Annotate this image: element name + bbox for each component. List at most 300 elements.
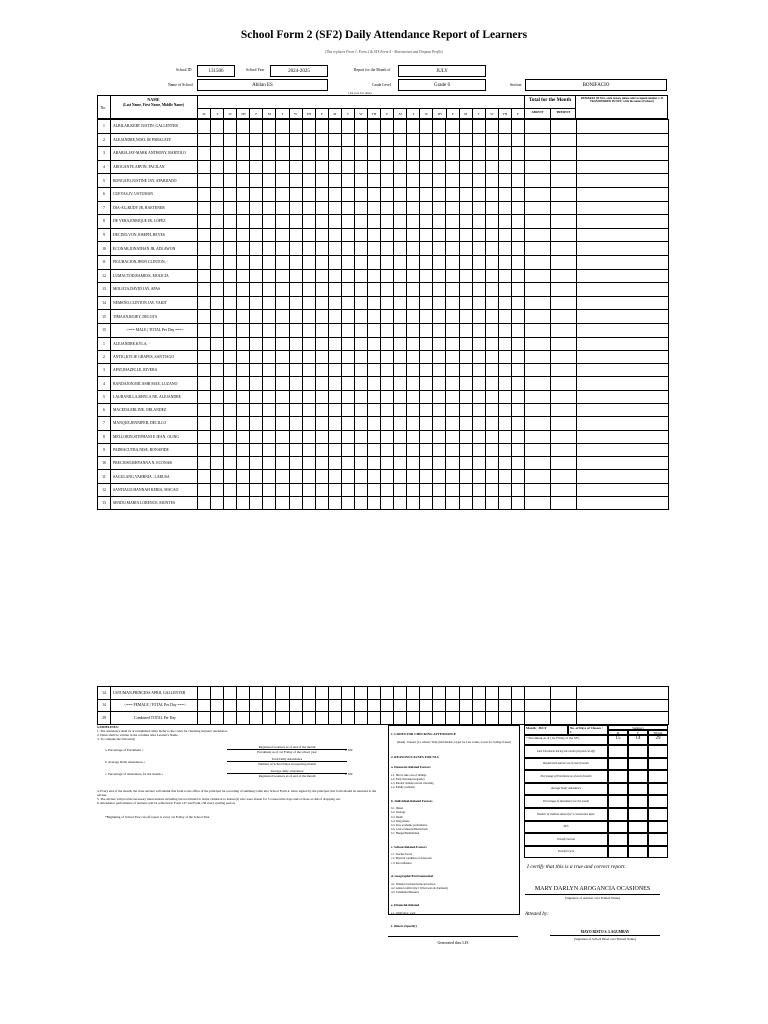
attendance-cell[interactable] <box>315 483 328 496</box>
attendance-cell[interactable] <box>433 377 446 390</box>
attendance-cell[interactable] <box>433 147 446 161</box>
present-cell[interactable] <box>550 364 576 377</box>
attendance-cell[interactable] <box>315 174 328 188</box>
attendance-cell[interactable] <box>263 403 276 416</box>
attendance-cell[interactable] <box>420 497 433 510</box>
absent-cell[interactable] <box>524 283 550 297</box>
attendance-cell[interactable] <box>263 364 276 377</box>
attendance-cell[interactable] <box>420 417 433 430</box>
present-cell[interactable] <box>550 443 576 456</box>
attendance-cell[interactable] <box>302 403 315 416</box>
attendance-cell[interactable] <box>394 255 407 269</box>
attendance-cell[interactable] <box>420 283 433 297</box>
attendance-cell[interactable] <box>315 457 328 470</box>
attendance-cell[interactable] <box>211 457 224 470</box>
attendance-cell[interactable] <box>368 133 381 147</box>
attendance-cell[interactable] <box>420 120 433 134</box>
attendance-cell[interactable] <box>407 457 420 470</box>
attendance-cell[interactable] <box>511 417 524 430</box>
attendance-cell[interactable] <box>381 147 394 161</box>
attendance-cell[interactable] <box>394 457 407 470</box>
remarks-cell[interactable] <box>576 377 668 390</box>
attendance-cell[interactable] <box>381 699 394 712</box>
attendance-cell[interactable] <box>341 283 354 297</box>
attendance-cell[interactable] <box>328 228 341 242</box>
attendance-cell[interactable] <box>459 712 472 725</box>
attendance-cell[interactable] <box>446 483 459 496</box>
present-cell[interactable] <box>550 310 576 324</box>
absent-cell[interactable] <box>524 699 550 712</box>
attendance-cell[interactable] <box>354 457 367 470</box>
attendance-cell[interactable] <box>354 390 367 403</box>
attendance-cell[interactable] <box>224 310 237 324</box>
attendance-cell[interactable] <box>485 255 498 269</box>
remarks-cell[interactable] <box>576 283 668 297</box>
remarks-cell[interactable] <box>576 323 668 337</box>
attendance-cell[interactable] <box>459 120 472 134</box>
attendance-cell[interactable] <box>368 323 381 337</box>
attendance-cell[interactable] <box>224 712 237 725</box>
attendance-cell[interactable] <box>198 699 211 712</box>
attendance-cell[interactable] <box>511 483 524 496</box>
attendance-cell[interactable] <box>485 457 498 470</box>
absent-cell[interactable] <box>524 310 550 324</box>
attendance-cell[interactable] <box>433 470 446 483</box>
attendance-cell[interactable] <box>289 283 302 297</box>
attendance-cell[interactable] <box>485 364 498 377</box>
attendance-cell[interactable] <box>224 699 237 712</box>
attendance-cell[interactable] <box>276 255 289 269</box>
attendance-cell[interactable] <box>472 323 485 337</box>
attendance-cell[interactable] <box>237 147 250 161</box>
attendance-cell[interactable] <box>224 147 237 161</box>
present-cell[interactable] <box>550 242 576 256</box>
absent-cell[interactable] <box>524 364 550 377</box>
attendance-cell[interactable] <box>302 417 315 430</box>
attendance-cell[interactable] <box>315 147 328 161</box>
attendance-cell[interactable] <box>472 283 485 297</box>
attendance-cell[interactable] <box>472 364 485 377</box>
attendance-cell[interactable] <box>394 215 407 229</box>
attendance-cell[interactable] <box>420 470 433 483</box>
attendance-cell[interactable] <box>433 215 446 229</box>
attendance-cell[interactable] <box>420 687 433 700</box>
attendance-cell[interactable] <box>381 228 394 242</box>
attendance-cell[interactable] <box>302 497 315 510</box>
attendance-cell[interactable] <box>341 457 354 470</box>
attendance-cell[interactable] <box>368 687 381 700</box>
attendance-cell[interactable] <box>381 201 394 215</box>
attendance-cell[interactable] <box>263 323 276 337</box>
attendance-cell[interactable] <box>315 699 328 712</box>
attendance-cell[interactable] <box>407 497 420 510</box>
attendance-cell[interactable] <box>250 174 263 188</box>
absent-cell[interactable] <box>524 497 550 510</box>
attendance-cell[interactable] <box>433 133 446 147</box>
attendance-cell[interactable] <box>354 417 367 430</box>
attendance-cell[interactable] <box>198 390 211 403</box>
attendance-cell[interactable] <box>381 497 394 510</box>
attendance-cell[interactable] <box>433 323 446 337</box>
attendance-cell[interactable] <box>433 417 446 430</box>
attendance-cell[interactable] <box>341 323 354 337</box>
attendance-cell[interactable] <box>263 201 276 215</box>
attendance-cell[interactable] <box>289 174 302 188</box>
present-cell[interactable] <box>550 470 576 483</box>
attendance-cell[interactable] <box>198 228 211 242</box>
attendance-cell[interactable] <box>459 403 472 416</box>
attendance-cell[interactable] <box>341 187 354 201</box>
attendance-cell[interactable] <box>263 687 276 700</box>
attendance-cell[interactable] <box>485 242 498 256</box>
attendance-cell[interactable] <box>198 403 211 416</box>
present-cell[interactable] <box>550 323 576 337</box>
attendance-cell[interactable] <box>354 120 367 134</box>
summary-value-cell[interactable] <box>648 745 668 758</box>
summary-value-cell[interactable] <box>648 833 668 846</box>
attendance-cell[interactable] <box>498 687 511 700</box>
attendance-cell[interactable] <box>237 430 250 443</box>
attendance-cell[interactable] <box>211 174 224 188</box>
remarks-cell[interactable] <box>576 337 668 350</box>
remarks-cell[interactable] <box>576 699 668 712</box>
attendance-cell[interactable] <box>394 147 407 161</box>
attendance-cell[interactable] <box>328 133 341 147</box>
attendance-cell[interactable] <box>315 350 328 363</box>
attendance-cell[interactable] <box>485 497 498 510</box>
attendance-cell[interactable] <box>198 350 211 363</box>
attendance-cell[interactable] <box>263 228 276 242</box>
attendance-cell[interactable] <box>289 296 302 310</box>
attendance-cell[interactable] <box>289 470 302 483</box>
attendance-cell[interactable] <box>511 147 524 161</box>
attendance-cell[interactable] <box>459 310 472 324</box>
attendance-cell[interactable] <box>420 160 433 174</box>
attendance-cell[interactable] <box>328 364 341 377</box>
attendance-cell[interactable] <box>407 364 420 377</box>
attendance-cell[interactable] <box>289 187 302 201</box>
absent-cell[interactable] <box>524 443 550 456</box>
attendance-cell[interactable] <box>341 160 354 174</box>
absent-cell[interactable] <box>524 269 550 283</box>
attendance-cell[interactable] <box>289 160 302 174</box>
attendance-cell[interactable] <box>198 470 211 483</box>
attendance-cell[interactable] <box>407 283 420 297</box>
present-cell[interactable] <box>550 283 576 297</box>
attendance-cell[interactable] <box>407 228 420 242</box>
attendance-cell[interactable] <box>485 160 498 174</box>
attendance-cell[interactable] <box>446 430 459 443</box>
attendance-cell[interactable] <box>276 174 289 188</box>
attendance-cell[interactable] <box>328 390 341 403</box>
attendance-cell[interactable] <box>381 430 394 443</box>
attendance-cell[interactable] <box>250 201 263 215</box>
attendance-cell[interactable] <box>237 296 250 310</box>
attendance-cell[interactable] <box>211 417 224 430</box>
attendance-cell[interactable] <box>341 174 354 188</box>
attendance-cell[interactable] <box>433 390 446 403</box>
attendance-cell[interactable] <box>263 174 276 188</box>
attendance-cell[interactable] <box>315 120 328 134</box>
attendance-cell[interactable] <box>250 187 263 201</box>
attendance-cell[interactable] <box>224 483 237 496</box>
attendance-cell[interactable] <box>198 296 211 310</box>
attendance-cell[interactable] <box>354 364 367 377</box>
attendance-cell[interactable] <box>289 687 302 700</box>
attendance-cell[interactable] <box>394 283 407 297</box>
summary-value-cell[interactable] <box>628 783 648 796</box>
attendance-cell[interactable] <box>407 269 420 283</box>
attendance-cell[interactable] <box>446 337 459 350</box>
attendance-cell[interactable] <box>459 417 472 430</box>
attendance-cell[interactable] <box>237 215 250 229</box>
attendance-cell[interactable] <box>407 712 420 725</box>
attendance-cell[interactable] <box>341 417 354 430</box>
attendance-cell[interactable] <box>354 377 367 390</box>
attendance-cell[interactable] <box>498 310 511 324</box>
attendance-cell[interactable] <box>237 133 250 147</box>
attendance-cell[interactable] <box>198 337 211 350</box>
attendance-cell[interactable] <box>224 133 237 147</box>
attendance-cell[interactable] <box>407 255 420 269</box>
attendance-cell[interactable] <box>420 310 433 324</box>
present-cell[interactable] <box>550 160 576 174</box>
absent-cell[interactable] <box>524 296 550 310</box>
attendance-cell[interactable] <box>198 417 211 430</box>
attendance-cell[interactable] <box>198 255 211 269</box>
attendance-cell[interactable] <box>485 201 498 215</box>
attendance-cell[interactable] <box>511 470 524 483</box>
attendance-cell[interactable] <box>237 699 250 712</box>
attendance-cell[interactable] <box>472 255 485 269</box>
attendance-cell[interactable] <box>211 296 224 310</box>
attendance-cell[interactable] <box>341 430 354 443</box>
attendance-cell[interactable] <box>263 417 276 430</box>
attendance-cell[interactable] <box>498 174 511 188</box>
attendance-cell[interactable] <box>224 430 237 443</box>
attendance-cell[interactable] <box>420 430 433 443</box>
attendance-cell[interactable] <box>263 497 276 510</box>
attendance-cell[interactable] <box>433 310 446 324</box>
attendance-cell[interactable] <box>263 337 276 350</box>
attendance-cell[interactable] <box>289 443 302 456</box>
attendance-cell[interactable] <box>511 201 524 215</box>
attendance-cell[interactable] <box>302 323 315 337</box>
attendance-cell[interactable] <box>341 269 354 283</box>
attendance-cell[interactable] <box>341 133 354 147</box>
summary-value-cell[interactable] <box>608 821 628 834</box>
attendance-cell[interactable] <box>328 269 341 283</box>
remarks-cell[interactable] <box>576 687 668 700</box>
summary-value-cell[interactable] <box>608 783 628 796</box>
attendance-cell[interactable] <box>198 364 211 377</box>
attendance-cell[interactable] <box>381 443 394 456</box>
section-field[interactable]: BONIFACIO <box>525 79 667 91</box>
summary-value-cell[interactable] <box>628 833 648 846</box>
absent-cell[interactable] <box>524 470 550 483</box>
attendance-cell[interactable] <box>302 377 315 390</box>
attendance-cell[interactable] <box>498 483 511 496</box>
grade-field[interactable]: Grade 6 <box>398 79 486 91</box>
attendance-cell[interactable] <box>459 390 472 403</box>
attendance-cell[interactable] <box>224 201 237 215</box>
attendance-cell[interactable] <box>250 323 263 337</box>
attendance-cell[interactable] <box>276 323 289 337</box>
attendance-cell[interactable] <box>341 712 354 725</box>
attendance-cell[interactable] <box>211 215 224 229</box>
attendance-cell[interactable] <box>459 323 472 337</box>
attendance-cell[interactable] <box>354 174 367 188</box>
summary-value-cell[interactable] <box>628 745 648 758</box>
attendance-cell[interactable] <box>341 403 354 416</box>
absent-cell[interactable] <box>524 457 550 470</box>
attendance-cell[interactable] <box>341 497 354 510</box>
attendance-cell[interactable] <box>315 228 328 242</box>
attendance-cell[interactable] <box>198 443 211 456</box>
attendance-cell[interactable] <box>472 201 485 215</box>
attendance-cell[interactable] <box>407 215 420 229</box>
absent-cell[interactable] <box>524 187 550 201</box>
attendance-cell[interactable] <box>381 160 394 174</box>
attendance-cell[interactable] <box>263 133 276 147</box>
attendance-cell[interactable] <box>498 323 511 337</box>
attendance-cell[interactable] <box>446 364 459 377</box>
attendance-cell[interactable] <box>315 417 328 430</box>
attendance-cell[interactable] <box>302 390 315 403</box>
attendance-cell[interactable] <box>368 174 381 188</box>
attendance-cell[interactable] <box>198 215 211 229</box>
attendance-cell[interactable] <box>511 457 524 470</box>
attendance-cell[interactable] <box>224 417 237 430</box>
absent-cell[interactable] <box>524 687 550 700</box>
present-cell[interactable] <box>550 120 576 134</box>
attendance-cell[interactable] <box>250 255 263 269</box>
attendance-cell[interactable] <box>276 377 289 390</box>
attendance-cell[interactable] <box>211 443 224 456</box>
attendance-cell[interactable] <box>289 403 302 416</box>
attendance-cell[interactable] <box>498 187 511 201</box>
attendance-cell[interactable] <box>354 403 367 416</box>
summary-value-cell[interactable] <box>608 808 628 821</box>
attendance-cell[interactable] <box>302 470 315 483</box>
attendance-cell[interactable] <box>289 712 302 725</box>
attendance-cell[interactable] <box>472 296 485 310</box>
attendance-cell[interactable] <box>381 470 394 483</box>
attendance-cell[interactable] <box>289 483 302 496</box>
attendance-cell[interactable] <box>276 699 289 712</box>
attendance-cell[interactable] <box>446 133 459 147</box>
attendance-cell[interactable] <box>433 350 446 363</box>
attendance-cell[interactable] <box>498 350 511 363</box>
attendance-cell[interactable] <box>263 296 276 310</box>
attendance-cell[interactable] <box>263 242 276 256</box>
attendance-cell[interactable] <box>198 147 211 161</box>
attendance-cell[interactable] <box>289 323 302 337</box>
attendance-cell[interactable] <box>276 687 289 700</box>
attendance-cell[interactable] <box>511 296 524 310</box>
attendance-cell[interactable] <box>315 187 328 201</box>
attendance-cell[interactable] <box>433 430 446 443</box>
attendance-cell[interactable] <box>420 377 433 390</box>
attendance-cell[interactable] <box>341 470 354 483</box>
attendance-cell[interactable] <box>289 215 302 229</box>
attendance-cell[interactable] <box>211 120 224 134</box>
attendance-cell[interactable] <box>341 483 354 496</box>
attendance-cell[interactable] <box>237 350 250 363</box>
attendance-cell[interactable] <box>381 712 394 725</box>
attendance-cell[interactable] <box>485 283 498 297</box>
attendance-cell[interactable] <box>302 483 315 496</box>
attendance-cell[interactable] <box>407 699 420 712</box>
attendance-cell[interactable] <box>302 201 315 215</box>
attendance-cell[interactable] <box>250 337 263 350</box>
attendance-cell[interactable] <box>472 390 485 403</box>
attendance-cell[interactable] <box>198 323 211 337</box>
attendance-cell[interactable] <box>472 337 485 350</box>
attendance-cell[interactable] <box>394 201 407 215</box>
absent-cell[interactable] <box>524 215 550 229</box>
attendance-cell[interactable] <box>472 215 485 229</box>
remarks-cell[interactable] <box>576 350 668 363</box>
attendance-cell[interactable] <box>250 483 263 496</box>
attendance-cell[interactable] <box>381 269 394 283</box>
attendance-cell[interactable] <box>302 242 315 256</box>
attendance-cell[interactable] <box>289 497 302 510</box>
remarks-cell[interactable] <box>576 147 668 161</box>
attendance-cell[interactable] <box>485 296 498 310</box>
attendance-cell[interactable] <box>211 337 224 350</box>
attendance-cell[interactable] <box>224 255 237 269</box>
attendance-cell[interactable] <box>472 269 485 283</box>
attendance-cell[interactable] <box>407 403 420 416</box>
attendance-cell[interactable] <box>354 323 367 337</box>
attendance-cell[interactable] <box>289 337 302 350</box>
attendance-cell[interactable] <box>263 390 276 403</box>
attendance-cell[interactable] <box>224 337 237 350</box>
attendance-cell[interactable] <box>250 160 263 174</box>
attendance-cell[interactable] <box>328 283 341 297</box>
attendance-cell[interactable] <box>485 430 498 443</box>
attendance-cell[interactable] <box>394 323 407 337</box>
attendance-cell[interactable] <box>250 377 263 390</box>
attendance-cell[interactable] <box>368 187 381 201</box>
attendance-cell[interactable] <box>368 377 381 390</box>
attendance-cell[interactable] <box>394 174 407 188</box>
attendance-cell[interactable] <box>485 350 498 363</box>
attendance-cell[interactable] <box>276 364 289 377</box>
attendance-cell[interactable] <box>302 364 315 377</box>
attendance-cell[interactable] <box>224 390 237 403</box>
attendance-cell[interactable] <box>341 228 354 242</box>
attendance-cell[interactable] <box>315 160 328 174</box>
attendance-cell[interactable] <box>211 160 224 174</box>
attendance-cell[interactable] <box>433 296 446 310</box>
attendance-cell[interactable] <box>368 296 381 310</box>
attendance-cell[interactable] <box>354 228 367 242</box>
school-name-field[interactable]: Abilan ES <box>197 79 328 91</box>
attendance-cell[interactable] <box>433 457 446 470</box>
attendance-cell[interactable] <box>498 364 511 377</box>
summary-value-cell[interactable] <box>628 846 648 859</box>
attendance-cell[interactable] <box>446 174 459 188</box>
attendance-cell[interactable] <box>433 699 446 712</box>
attendance-cell[interactable] <box>315 296 328 310</box>
attendance-cell[interactable] <box>446 497 459 510</box>
attendance-cell[interactable] <box>407 201 420 215</box>
attendance-cell[interactable] <box>328 310 341 324</box>
attendance-cell[interactable] <box>237 283 250 297</box>
attendance-cell[interactable] <box>407 390 420 403</box>
